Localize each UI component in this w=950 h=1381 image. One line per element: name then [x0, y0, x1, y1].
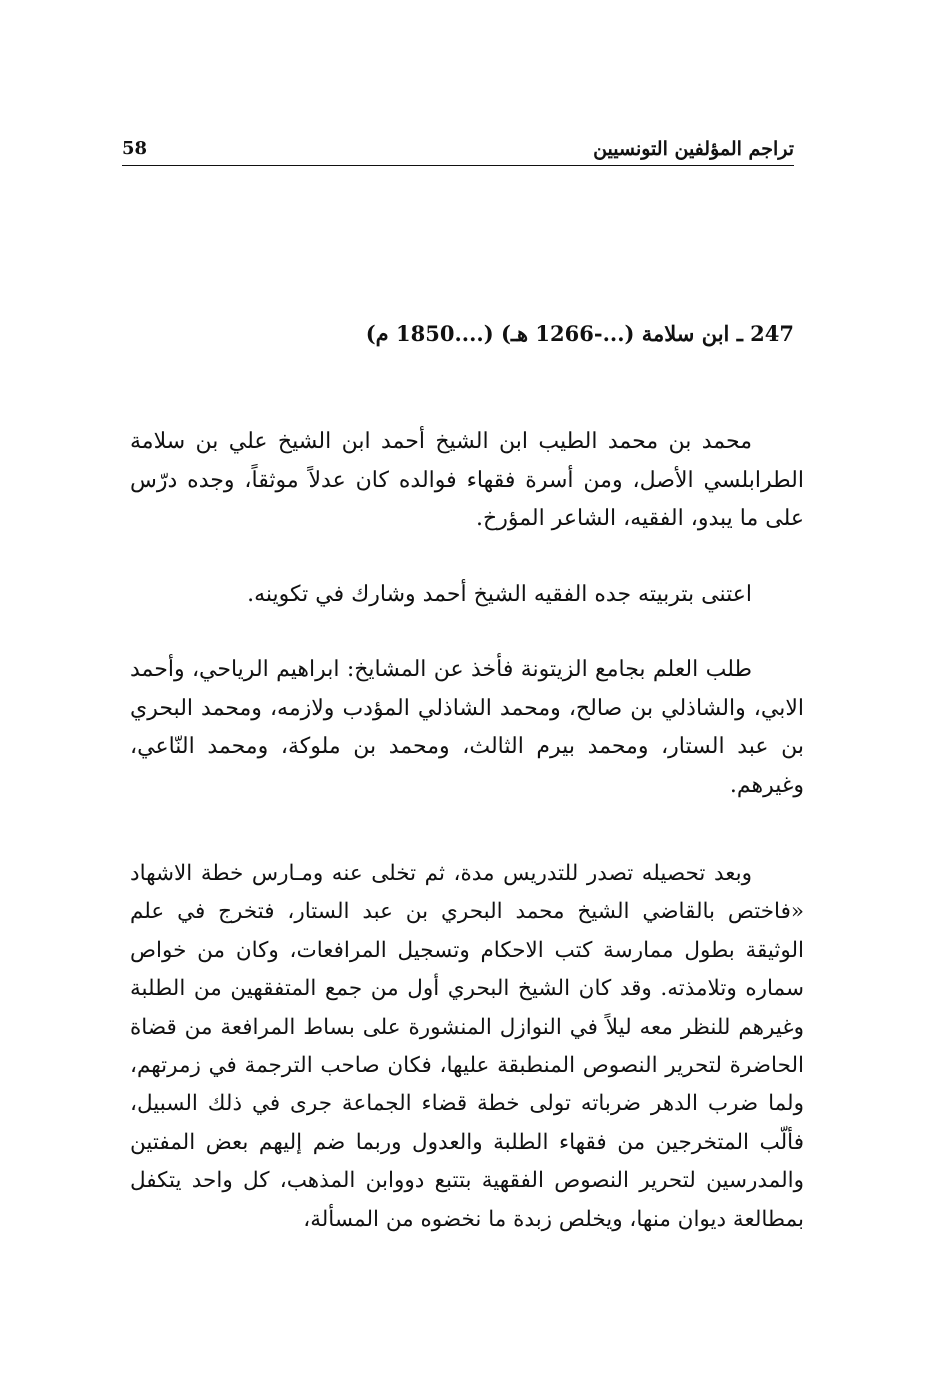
header-title: تراجم المؤلفين التونسيين [593, 138, 794, 160]
paragraph-lineage: محمد بن محمد الطيب ابن الشيخ أحمد ابن الشيخ علي بن سلامة الطرابلسي الأصل، ومن أسرة فقهاء فوالده كان عدلاً موثقاً، وجده درّس على ما يبدو، الفقيه، الشاعر المؤرخ. [130, 429, 804, 531]
entry-heading: 247 ـ ابن سلامة (...-1266 هـ) (....1850 م) [365, 321, 794, 346]
running-header [122, 136, 794, 166]
header-rule [122, 165, 794, 166]
paragraph-upbringing: اعتنى بتربيته جده الفقيه الشيخ أحمد وشارك في تكوينه. [247, 582, 752, 607]
paragraph-teachers: طلب العلم بجامع الزيتونة فأخذ عن المشايخ: ابراهيم الرياحي، وأحمد الابي، والشاذلي بن صالح، ومحمد الشاذلي المؤدب ولازمه، ومحمد البحري بن عبد الستار، ومحمد بيرم الثالث، ومحمد بن ملوكة، ومحمد النّاعي، وغيرهم. [130, 657, 804, 798]
paragraph-career: وبعد تحصيله تصدر للتدريس مدة، ثم تخلى عنه ومـارس خطة الاشهاد «فاختص بالقاضي الشيخ محمد البحري بن عبد الستار، فتخرج في علم الوثيقة بطول ممارسة كتب الاحكام وتسجيل المرافعات، وكان من خواص سماره وتلامذته. وقد كان الشيخ البحري أول من جمع المتفقهين من الطلبة وغيرهم للنظر معه ليلاً في النوازل المنشورة على بساط المرافعة من قضاة الحاضرة لتحرير النصوص المنطبقة عليها، فكان صاحب الترجمة في زمرتهم، ولما ضرب الدهر ضرباته تولى خطة قضاء الجماعة جرى في ذلك السبيل، فألّب المتخرجين من فقهاء الطلبة والعدول وربما ضم إليهم بعض المفتين والمدرسين لتحرير النصوص الفقهية بتتبع دووابن المذهب، كل واحد يتكفل بمطالعة ديوان منها، ويخلص زبدة ما نخضوه من المسألة، [130, 861, 804, 1232]
page-number: 58 [122, 138, 148, 159]
